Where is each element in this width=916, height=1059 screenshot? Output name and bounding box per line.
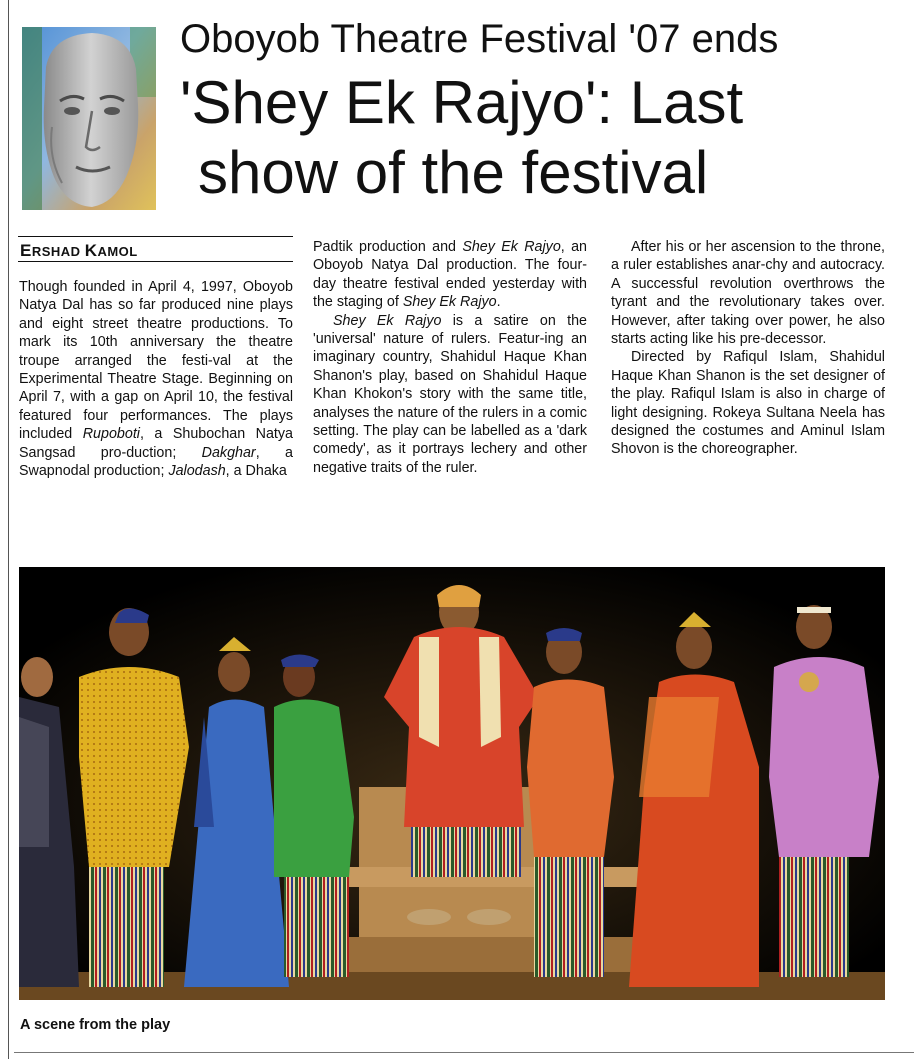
page-bottom-rule <box>14 1052 914 1053</box>
section-head-illustration <box>22 27 156 210</box>
article-headline <box>180 68 910 208</box>
article-column-1 <box>19 278 293 480</box>
paragraph: Padtik production and Shey Ek Rajyo, an Oboyob Natya Dal production. The four-day theatre festival ended yesterday with the staging of Shey Ek Rajyo. <box>313 239 587 311</box>
article-column-2 <box>313 238 587 477</box>
paragraph: Directed by Rafiqul Islam, Shahidul Haque Khan Shanon is the set designer of the play. Rafiqul Islam is also in charge of light designing. Rokeya Sultana Neela has designed the costumes and Aminul Islam Shovon is the choreographer. <box>611 349 885 458</box>
headline-line-1: 'Shey Ek Rajyo': Last <box>180 69 744 136</box>
stage-photo <box>19 567 885 1000</box>
headline-line-2: show of the festival <box>198 139 709 206</box>
article-column-3 <box>611 238 885 459</box>
photo-caption: A scene from the play <box>20 1017 171 1033</box>
page-left-rule <box>8 0 9 1059</box>
sculpted-face-icon <box>22 27 156 210</box>
byline-top-rule <box>18 236 293 237</box>
article-kicker: Oboyob Theatre Festival '07 ends <box>180 17 779 61</box>
paragraph: Though founded in April 4, 1997, Oboyob Natya Dal has so far produced nine plays and eight street theatre productions. To mark its 10th anniversary the theatre troupe arranged the festi-val at the Experimental Theatre Stage. Beginning on April 7, with a gap on April 10, the festival featured four performances. The plays included Rupoboti, a Shubochan Natya Sangsad pro-duction; Dakghar, a Swapnodal production; Jalodash, a Dhaka <box>19 279 293 480</box>
byline: ERSHAD KAMOL <box>20 241 138 260</box>
stage-scene-illustration <box>19 567 885 1000</box>
byline-bottom-rule <box>18 261 293 262</box>
paragraph: Shey Ek Rajyo is a satire on the 'universal' nature of rulers. Featur-ing an imaginary country, Shahidul Haque Khan Shanon's play, based on Shahidul Haque Khan Khokon's story with the same title, analyses the nature of the rulers in a comic setting. The play can be labelled as a 'dark comedy', as it portrays lechery and other negative traits of the ruler. <box>313 312 587 476</box>
paragraph: After his or her ascension to the throne, a ruler establishes anar-chy and autocracy. A successful revolution overthrows the tyrant and the revolutionary takes over. However, after taking over power, he also starts acting like his pre-decessor. <box>611 239 885 348</box>
